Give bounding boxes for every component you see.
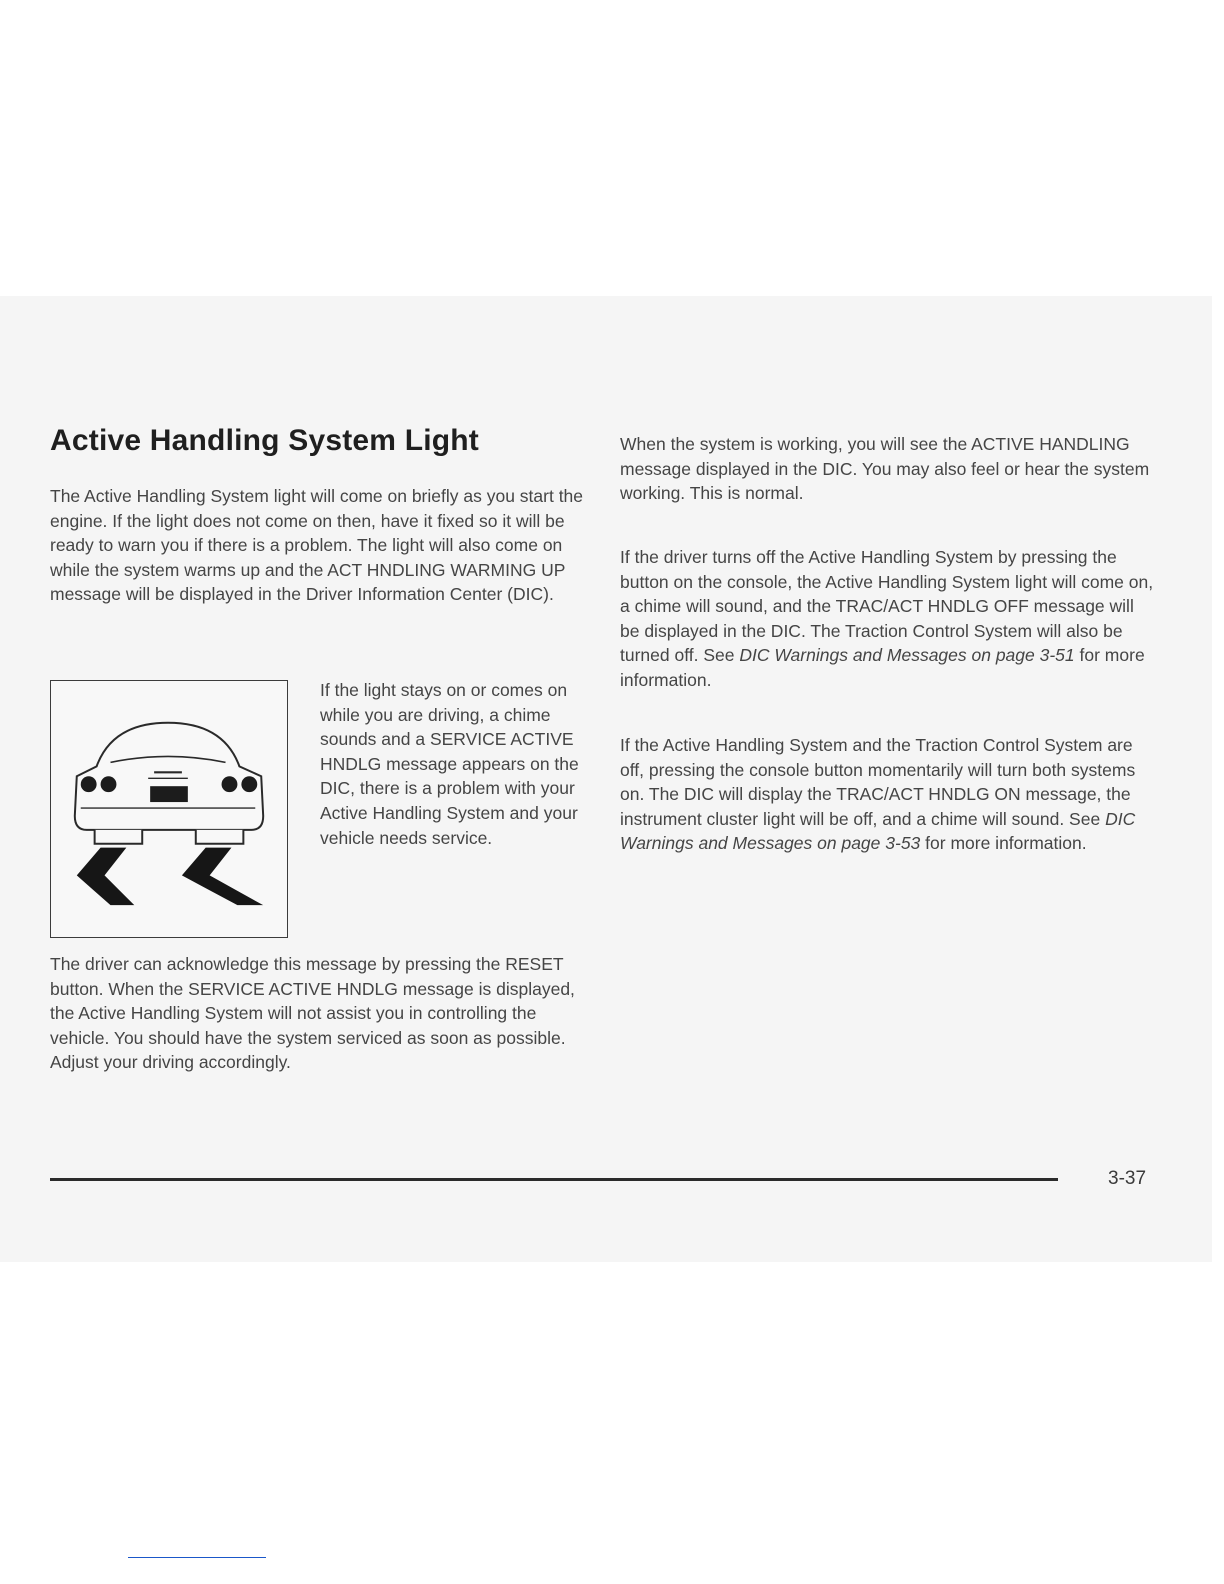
active-handling-light-figure [50, 680, 288, 938]
turn-off-text-end: for more information. [620, 645, 1145, 690]
intro-paragraph: The Active Handling System light will come on briefly as you start the engine. If the light does not come on then, have it fixed so it will be ready to warn you if there is a problem. The light will also come on while the system warms up and the ACT HNDLING WARMING UP message will be displayed in the Driver Information Center (DIC). [50, 486, 584, 605]
turn-off-paragraph [620, 545, 1155, 693]
page-number: 3-37 [1108, 1168, 1147, 1189]
active-handling-car-skid-icon [51, 681, 287, 937]
both-systems-off-paragraph [620, 733, 1155, 856]
reset-button-paragraph: The driver can acknowledge this message by pressing the RESET button. When the SERVICE ACTIVE HNDLG message is displayed, the Active Handling System will not assist you in controlling the vehicle. You should have the system serviced as soon as possible. Adjust your driving accordingly. [50, 954, 575, 1073]
light-stays-on-paragraph: If the light stays on or comes on while you are driving, a chime sounds and a SERVICE ACTIVE HNDLG message appears on the DIC, there is a problem with your Active Handling System and your vehicle needs service. [320, 680, 579, 848]
both-off-text: If the Active Handling System and the Traction Control System are off, pressing the console button momentarily will turn both systems on. The DIC will display the TRAC/ACT HNDLG ON message, the instrument cluster light will be off, and a chime will sound. See [620, 735, 1136, 829]
footer-rule [50, 1178, 1058, 1181]
both-off-text-end: for more information. [920, 833, 1087, 854]
bottom-link-underline [128, 1557, 266, 1558]
dic-warnings-reference-link[interactable]: DIC Warnings and Messages on page 3-51 [739, 645, 1075, 666]
dic-warnings-reference-link-2[interactable]: DIC Warnings and Messages on page 3-53 [620, 808, 1136, 854]
turn-off-text: If the driver turns off the Active Handling System by pressing the button on the console, the Active Handling System light will come on, a chime will sound, and the TRAC/ACT HNDLG OFF message will be displayed in the DIC. The Traction Control System will also be turned off. See [620, 547, 1154, 666]
system-working-paragraph: When the system is working, you will see the ACTIVE HANDLING message displayed in the DIC. You may also feel or hear the system working. This is normal. [620, 434, 1150, 504]
section-title: Active Handling System Light [50, 424, 479, 457]
